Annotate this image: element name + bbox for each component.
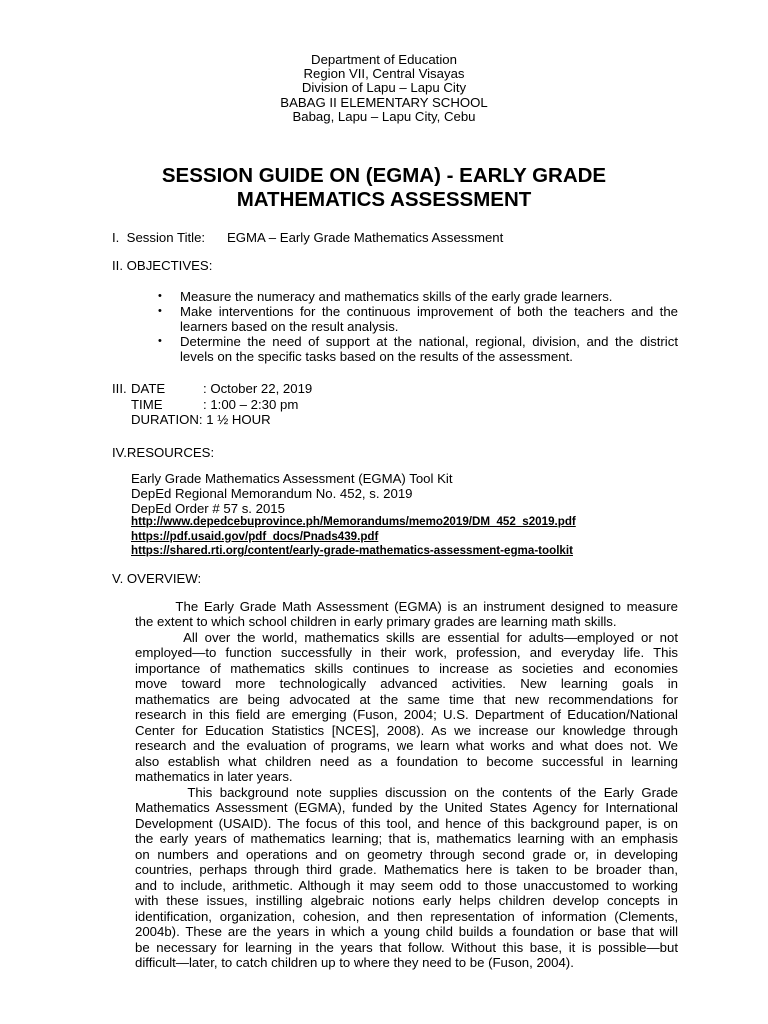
- overview-line: the extent to which school children in early primary grades are learning math skills.: [135, 614, 617, 629]
- overview-line: 2004b). These are the years in which a young child builds a foundation or base that will: [135, 924, 678, 939]
- overview-line: move toward more technologically advanced activities. New learning goals in: [135, 676, 678, 691]
- resource-item: Early Grade Mathematics Assessment (EGMA) Tool Kit: [131, 471, 453, 486]
- overview-line: with these issues, instilling algebraic notions early helps children develop concepts in: [135, 893, 678, 908]
- resource-link-usaid[interactable]: https://pdf.usaid.gov/pdf_docs/Pnads439.pdf: [131, 530, 379, 543]
- overview-line: difficult—later, to catch children up to where they need to be (Fuson, 2004).: [135, 955, 574, 970]
- date-value: : October 22, 2019: [203, 381, 313, 396]
- letterhead-division: Division of Lapu – Lapu City: [301, 80, 467, 96]
- document-title-line1: SESSION GUIDE ON (EGMA) - EARLY GRADE: [161, 164, 607, 187]
- document-title: [0, 164, 768, 212]
- bullet-marker: •: [158, 290, 162, 302]
- section-numeral-iii: III.: [112, 381, 127, 396]
- letterhead-school: BABAG II ELEMENTARY SCHOOL: [280, 94, 488, 110]
- time-label: TIME: [131, 397, 163, 412]
- overview-line: Center for Education Statistics [NCES], 2008). As we increase our knowledge through: [135, 723, 678, 738]
- overview-line: Mathematics Assessment (EGMA), funded by the United States Agency for International: [135, 800, 678, 815]
- letterhead-region: Region VII, Central Visayas: [303, 66, 465, 82]
- overview-line: This background note supplies discussion on the contents of the Early Grade: [135, 785, 678, 800]
- document-title-line2: MATHEMATICS ASSESSMENT: [236, 188, 532, 211]
- resource-link-rti[interactable]: https://shared.rti.org/content/early-grade-mathematics-assessment-egma-toolkit: [131, 544, 573, 557]
- objective-item: Make interventions for the continuous improvement of both the teachers and the: [180, 304, 678, 319]
- time-value: : 1:00 – 2:30 pm: [203, 397, 299, 412]
- resource-item: DepEd Regional Memorandum No. 452, s. 2019: [131, 486, 413, 501]
- bullet-marker: •: [158, 335, 162, 347]
- overview-line: All over the world, mathematics skills are essential for adults—employed or not: [135, 630, 678, 645]
- letterhead: [0, 53, 768, 124]
- overview-line: The Early Grade Math Assessment (EGMA) is an instrument designed to measure: [135, 599, 678, 614]
- overview-line: also establish what children need as a foundation to become successful in learning: [135, 754, 678, 769]
- session-title-label: I. Session Title:: [112, 230, 206, 245]
- letterhead-department: Department of Education: [311, 52, 457, 67]
- overview-line: countries, perhaps through third grade. Mathematics here is taken to be broader than,: [135, 862, 678, 877]
- letterhead-address: Babag, Lapu – Lapu City, Cebu: [292, 108, 476, 124]
- overview-line: research in this field are emerging (Fuson, 2004; U.S. Department of Education/National: [135, 707, 678, 722]
- objective-item: Determine the need of support at the national, regional, division, and the district: [180, 334, 678, 349]
- objective-item-cont: levels on the specific tasks based on the results of the assessment.: [180, 349, 573, 364]
- resource-link-memo[interactable]: http://www.depedcebuprovince.ph/Memorandums/memo2019/DM_452_s2019.pdf: [131, 515, 576, 528]
- overview-line: importance of mathematics skills continues to increase as societies and economies: [135, 661, 678, 676]
- objectives-heading: II. OBJECTIVES:: [112, 258, 213, 273]
- overview-line: mathematics are being advocated at the same time that new recommendations for: [135, 692, 678, 707]
- overview-line: mathematics in later years.: [135, 769, 293, 784]
- overview-heading: V. OVERVIEW:: [112, 571, 202, 586]
- duration-text: DURATION: 1 ½ HOUR: [131, 412, 271, 427]
- bullet-marker: •: [158, 305, 162, 317]
- objective-item: Measure the numeracy and mathematics skills of the early grade learners.: [180, 289, 613, 304]
- overview-line: on numbers and operations and on geometry through second grade or, in developing: [135, 847, 678, 862]
- overview-line: Development (USAID). The focus of this tool, and hence of this background paper, is on: [135, 816, 678, 831]
- resources-heading: IV.RESOURCES:: [112, 445, 215, 460]
- overview-line: employed—to function successfully in their work, profession, and everyday life. This: [135, 645, 678, 660]
- overview-line: research and the evaluation of programs, we learn what works and what does not. We: [135, 738, 678, 753]
- overview-line: be necessary for learning in the years that follow. Without this base, it is possible—but: [135, 940, 678, 955]
- overview-line: the early years of mathematics learning; that is, mathematics learning with an emphasis: [135, 831, 678, 846]
- objective-item-cont: learners based on the result analysis.: [180, 319, 399, 334]
- resource-item: DepEd Order # 57 s. 2015: [131, 501, 285, 516]
- overview-line: and to include, arithmetic. Although it may seem odd to those unaccustomed to working: [135, 878, 678, 893]
- date-label: DATE: [131, 381, 166, 396]
- session-title-value: EGMA – Early Grade Mathematics Assessment: [227, 230, 504, 245]
- overview-line: identification, organization, cohesion, and then representation of information (Clements,: [135, 909, 678, 924]
